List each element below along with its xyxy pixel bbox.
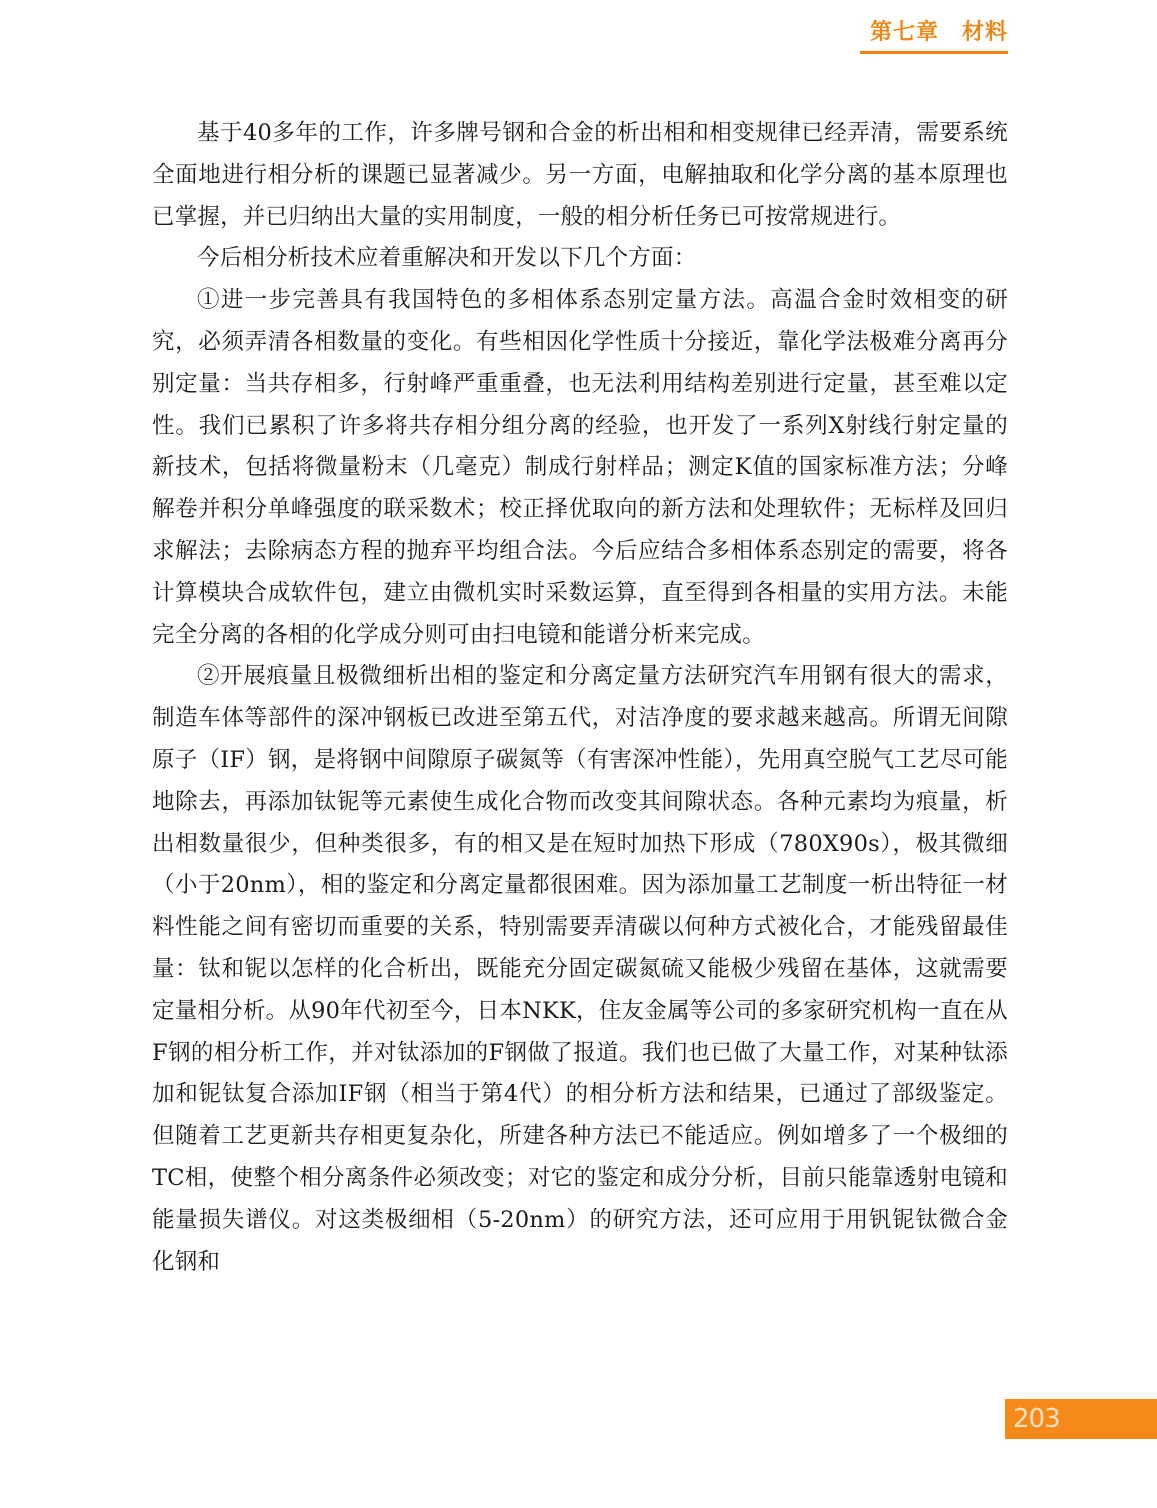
body-text (152, 113, 1008, 1283)
paragraph-intro: 基于40多年的工作，许多牌号钢和合金的析出相和相变规律已经弄清，需要系统全面地进行相分析的课题已显著减少。另一方面，电解抽取和化学分离的基本原理也已掌握，并已归纳出大量的实用制度，一般的相分析任务已可按常规进行。 (152, 120, 1008, 230)
chapter-title: 第七章 材料 (869, 20, 1008, 45)
page-number: 203 (1013, 1404, 1060, 1434)
paragraph-item-2: ②开展痕量且极微细析出相的鉴定和分离定量方法研究汽车用钢有很大的需求，制造车体等部件的深冲钢板已改进至第五代，对洁净度的要求越来越高。所谓无间隙原子（IF）钢，是将钢中间隙原子碳氮等（有害深冲性能），先用真空脱气工艺尽可能地除去，再添加钛铌等元素使生成化合物而改变其间隙状态。各种元素均为痕量，析出相数量很少，但种类很多，有的相又是在短时加热下形成（780X90s），极其微细（小于20nm），相的鉴定和分离定量都很困难。因为添加量工艺制度一析出特征一材料性能之间有密切而重要的关系，特别需要弄清碳以何种方式被化合，才能残留最佳量：钛和铌以怎样的化合析出，既能充分固定碳氮硫又能极少残留在基体，这就需要定量相分析。从90年代初至今，日本NKK，住友金属等公司的多家研究机构一直在从F钢的相分析工作，并对钛添加的F钢做了报道。我们也已做了大量工作，对某种钛添加和铌钛复合添加IF钢（相当于第4代）的相分析方法和结果，已通过了部级鉴定。但随着工艺更新共存相更复杂化，所建各种方法已不能适应。例如增多了一个极细的TC相，使整个相分离条件必须改变；对它的鉴定和成分分析，目前只能靠透射电镜和能量损失谱仪。对这类极细相（5-20nm）的研究方法，还可应用于用钒铌钛微合金化钢和 (152, 663, 1008, 1275)
header-underline (860, 51, 1008, 54)
paragraph-directions: 今后相分析技术应着重解决和开发以下几个方面： (197, 245, 697, 272)
running-header (860, 18, 1008, 54)
paragraph-item-1: ①进一步完善具有我国特色的多相体系态别定量方法。高温合金时效相变的研究，必须弄清各相数量的变化。有些相因化学性质十分接近，靠化学法极难分离再分别定量：当共存相多，行射峰严重重叠，也无法利用结构差别进行定量，甚至难以定性。我们已累积了许多将共存相分组分离的经验，也开发了一系列X射线行射定量的新技术，包括将微量粉末（几毫克）制成行射样品；测定K值的国家标准方法；分峰解卷并积分单峰强度的联采数术；校正择优取向的新方法和处理软件；无标样及回归求解法；去除病态方程的抛弃平均组合法。今后应结合多相体系态别定的需要，将各计算模块合成软件包，建立由微机实时采数运算，直至得到各相量的实用方法。未能完全分离的各相的化学成分则可由扫电镜和能谱分析来完成。 (152, 287, 1008, 648)
page-number-badge (1005, 1399, 1157, 1439)
